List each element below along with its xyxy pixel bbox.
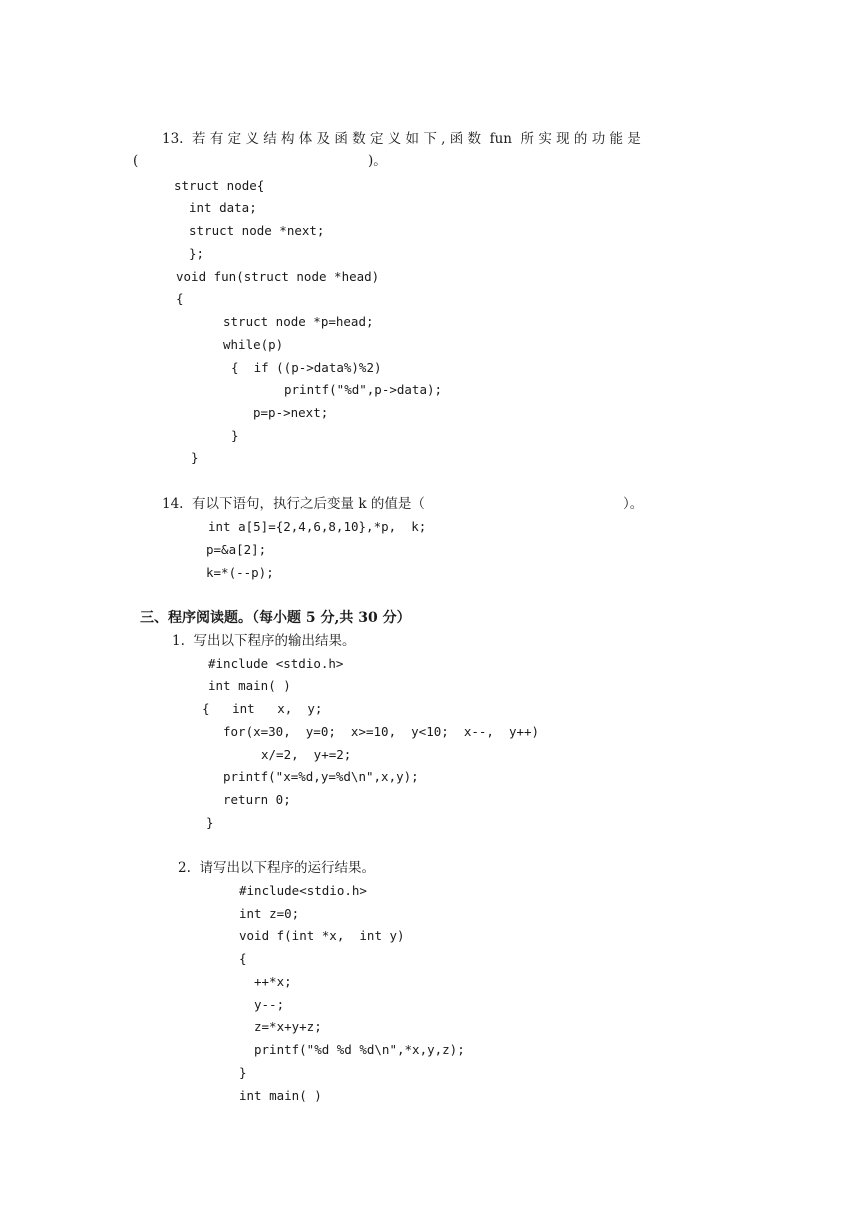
- code-line: { if ((p->data%)%2): [231, 360, 382, 375]
- code-line: int main( ): [239, 1088, 322, 1103]
- code-line: printf("%d %d %d\n",*x,y,z);: [254, 1042, 465, 1057]
- code-line: struct node *next;: [189, 223, 325, 238]
- code-line: struct node{: [174, 178, 265, 193]
- code-line: int main( ): [208, 678, 291, 693]
- code-line: for(x=30, y=0; x>=10, y<10; x--, y++): [223, 724, 540, 739]
- code-line: int a[5]={2,4,6,8,10},*p, k;: [208, 519, 427, 534]
- code-line: k=*(--p);: [206, 565, 274, 580]
- code-line: {: [176, 291, 184, 306]
- code-line: {: [239, 951, 247, 966]
- code-line: z=*x+y+z;: [254, 1019, 322, 1034]
- p2-stem: 2. 请写出以下程序的运行结果。: [178, 860, 375, 876]
- code-line: struct node *p=head;: [223, 314, 374, 329]
- code-line: #include <stdio.h>: [208, 656, 344, 671]
- code-line: }: [231, 428, 239, 443]
- q13-answer-open-paren: (: [133, 153, 139, 169]
- code-line: #include<stdio.h>: [239, 883, 367, 898]
- code-line: return 0;: [223, 792, 291, 807]
- code-line: while(p): [223, 337, 284, 352]
- code-line: ++*x;: [254, 974, 292, 989]
- code-line: y--;: [254, 997, 285, 1012]
- p1-stem: 1. 写出以下程序的输出结果。: [172, 633, 356, 649]
- code-line: printf("x=%d,y=%d\n",x,y);: [223, 769, 419, 784]
- q13-answer-close-paren: )。: [368, 153, 387, 169]
- q13-stem-line1: 13. 若 有 定 义 结 构 体 及 函 数 定 义 如 下 , 函 数 fun 所 实 现 的 功 能 是: [162, 131, 641, 147]
- code-line: int z=0;: [239, 906, 300, 921]
- code-line: printf("%d",p->data);: [284, 382, 443, 397]
- code-line: }: [206, 815, 214, 830]
- code-line: p=&a[2];: [206, 542, 267, 557]
- code-line: void fun(struct node *head): [176, 269, 380, 284]
- code-line: int data;: [189, 200, 257, 215]
- code-line: x/=2, y+=2;: [261, 747, 352, 762]
- section-heading: 三、程序阅读题。（每小题 5 分,共 30 分）: [140, 610, 411, 626]
- q14-answer-close-paren: ）。: [623, 496, 644, 512]
- code-line: }: [239, 1065, 247, 1080]
- code-line: p=p->next;: [253, 405, 329, 420]
- code-line: { int x, y;: [202, 701, 323, 716]
- code-line: void f(int *x, int y): [239, 928, 405, 943]
- code-line: }: [191, 450, 199, 465]
- code-line: };: [189, 246, 205, 261]
- q14-stem: 14. 有以下语句，执行之后变量 k 的值是（: [162, 496, 425, 512]
